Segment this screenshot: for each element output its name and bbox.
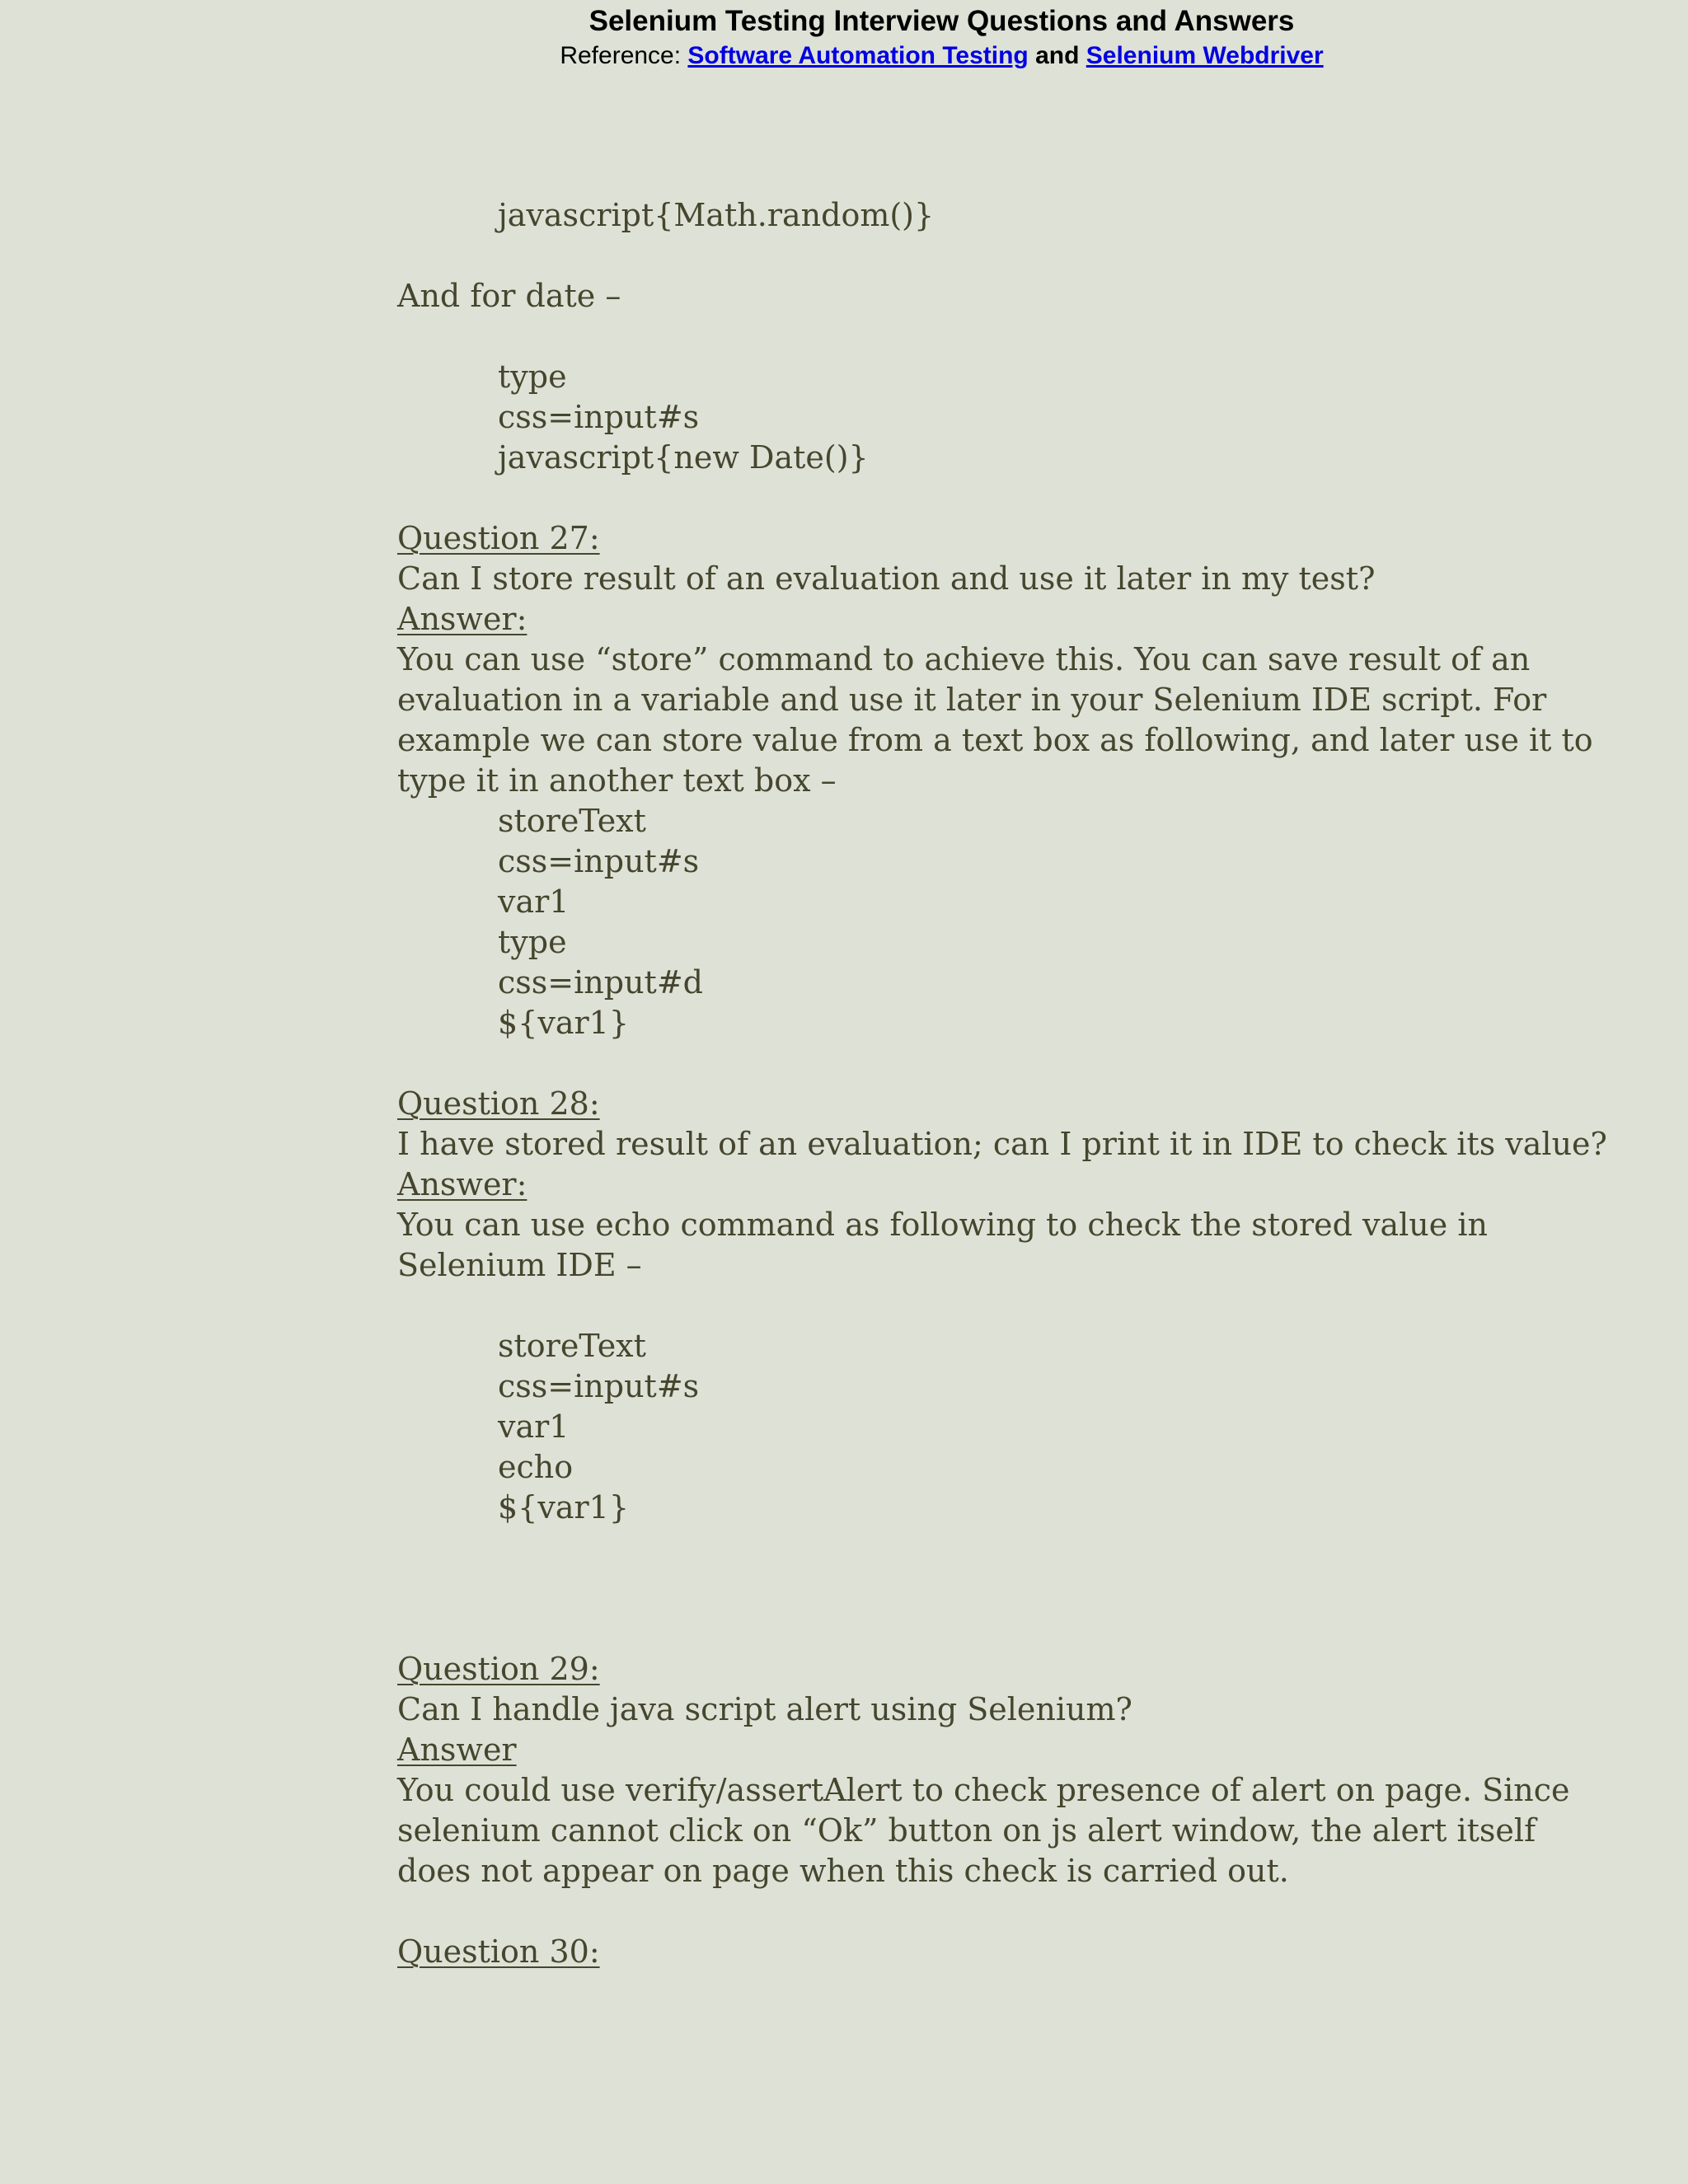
code-line: type xyxy=(498,924,567,960)
selenium-webdriver-link[interactable]: Selenium Webdriver xyxy=(1085,42,1324,69)
answer-27-text: You can use “store” command to achieve this. You can save result of an xyxy=(397,641,1531,677)
code-line: css=input#d xyxy=(498,964,703,1001)
question-29-heading: Question 29: xyxy=(397,1651,600,1687)
reference-label: Reference: xyxy=(560,42,688,69)
code-line: css=input#s xyxy=(498,1368,700,1404)
answer-29-text: does not appear on page when this check is carried out. xyxy=(397,1853,1289,1889)
code-line: ${var1} xyxy=(498,1005,629,1041)
code-line: var1 xyxy=(498,1408,570,1445)
code-line: css=input#s xyxy=(498,399,700,435)
answer-27-text: evaluation in a variable and use it later in your Selenium IDE script. For xyxy=(397,682,1547,718)
answer-27-heading: Answer: xyxy=(397,601,528,637)
document-title: Selenium Testing Interview Questions and Answers xyxy=(588,5,1295,37)
question-27-text: Can I store result of an evaluation and use it later in my test? xyxy=(397,560,1376,597)
answer-29-heading: Answer xyxy=(397,1732,517,1768)
code-line: echo xyxy=(498,1449,574,1485)
code-line: css=input#s xyxy=(498,843,700,879)
date-intro: And for date – xyxy=(397,278,621,314)
question-30-heading: Question 30: xyxy=(397,1933,600,1970)
answer-27-text: type it in another text box – xyxy=(397,762,837,799)
question-28-text: I have stored result of an evaluation; can I print it in IDE to check its value? xyxy=(397,1126,1607,1162)
question-29-text: Can I handle java script alert using Selenium? xyxy=(397,1691,1132,1727)
reference-line xyxy=(0,40,1688,73)
answer-28-text: Selenium IDE – xyxy=(397,1247,642,1283)
answer-28-text: You can use echo command as following to check the stored value in xyxy=(397,1207,1488,1243)
code-line: javascript{new Date()} xyxy=(498,439,869,476)
question-27-heading: Question 27: xyxy=(397,520,600,556)
code-line: storeText xyxy=(498,1328,646,1364)
answer-27-text: example we can store value from a text box as following, and later use it to xyxy=(397,722,1593,758)
question-28-heading: Question 28: xyxy=(397,1085,600,1122)
code-line: var1 xyxy=(498,883,570,920)
answer-29-text: You could use verify/assertAlert to check presence of alert on page. Since xyxy=(397,1772,1570,1808)
answer-28-heading: Answer: xyxy=(397,1166,528,1202)
page-header xyxy=(0,0,1688,82)
software-automation-testing-link[interactable]: Software Automation Testing xyxy=(687,42,1029,69)
answer-29-text: selenium cannot click on “Ok” button on js alert window, the alert itself xyxy=(397,1812,1536,1849)
code-line: storeText xyxy=(498,803,646,839)
code-line: type xyxy=(498,359,567,395)
code-line: javascript{Math.random()} xyxy=(498,197,935,233)
and-text: and xyxy=(1028,42,1086,69)
document-body xyxy=(397,195,1607,1972)
code-line: ${var1} xyxy=(498,1489,629,1526)
